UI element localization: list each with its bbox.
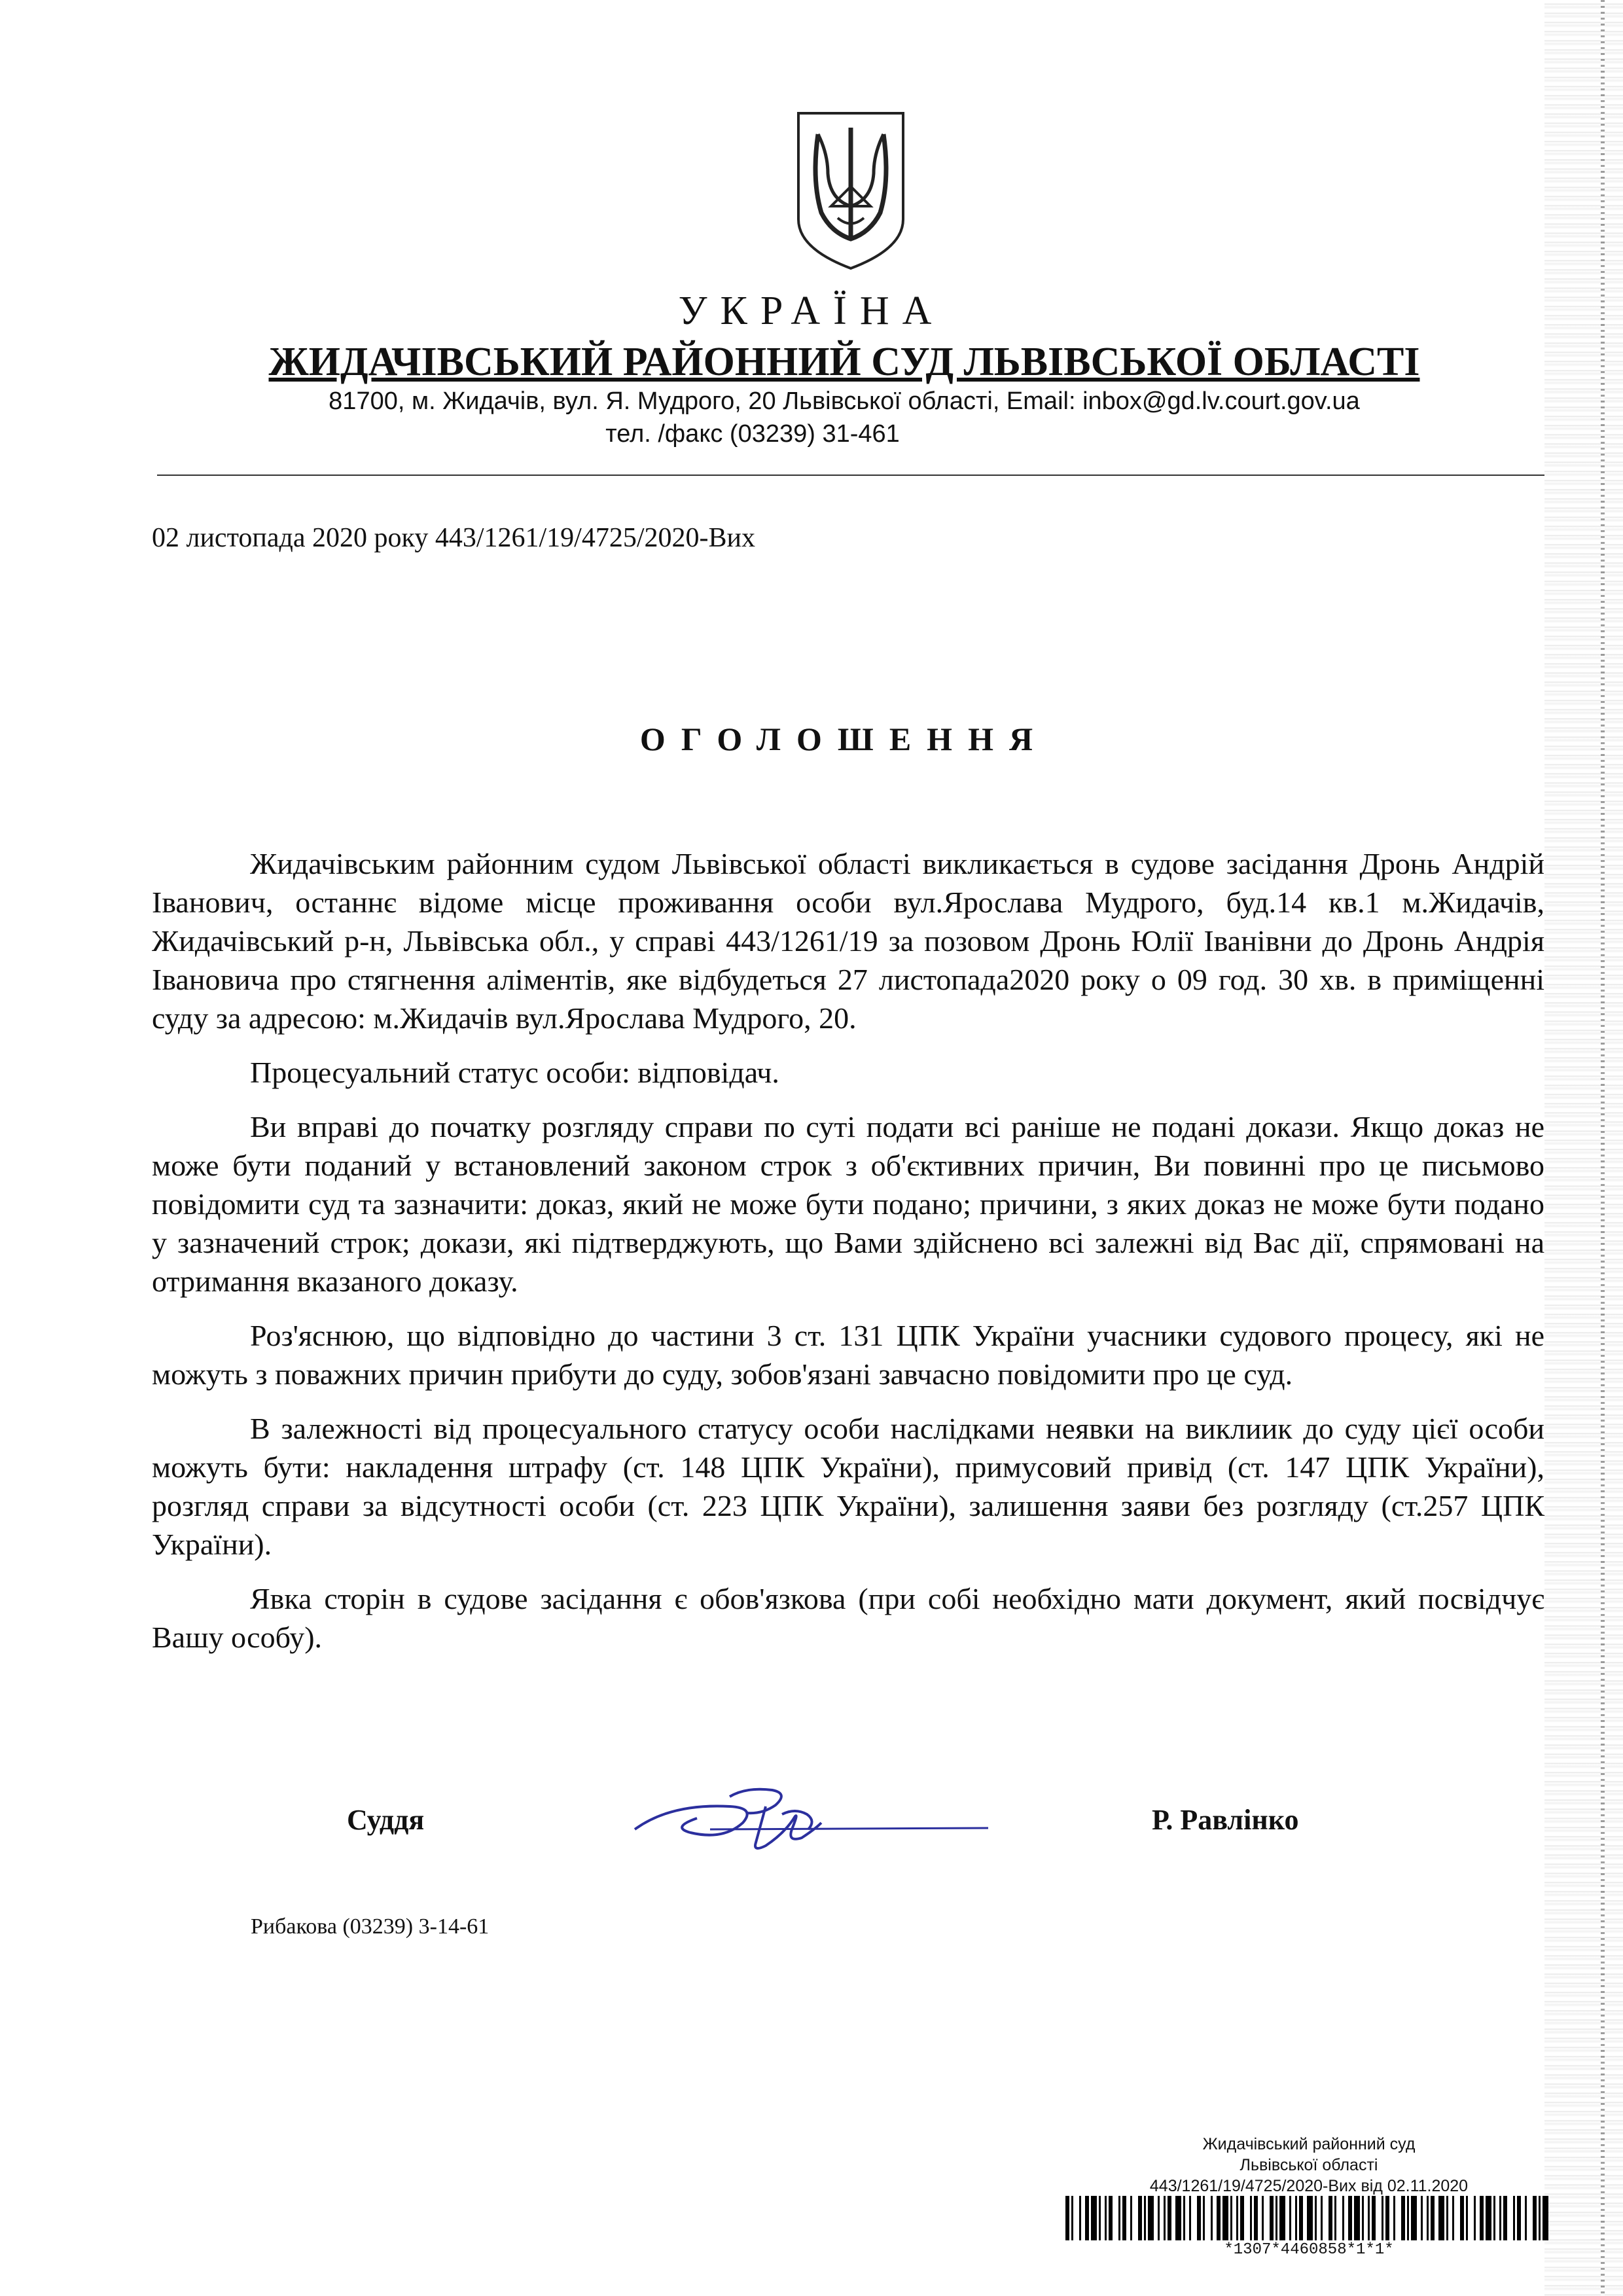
paragraph-attendance: Явка сторін в судове засідання є обов'язкова (при собі необхідно мати документ, який посвідчує Вашу особу). [152, 1582, 1544, 1654]
paragraph-clarification: Роз'яснюю, що відповідно до частини 3 ст. 131 ЦПК України учасники судового процесу, які не можуть з поважних причин прибути до суду, зобов'язані завчасно повідомити про це суд. [152, 1319, 1544, 1391]
paragraph-summons: Жидачівським районним судом Львівської області викликається в судове засідання Дронь Андрій Іванович, останнє відоме місце проживання особи вул.Ярослава Мудрого, буд.14 кв.1 м.Жидачів, Жидачівський р-н, Львівська обл., у справі 443/1261/19 за позовом Дронь Юлії Іванівни до Дронь Андрія Івановича про стягнення аліментів, яке відбудеться 27 листопада2020 року о 09 год. 30 хв. в приміщенні суду за адресою: м.Жидачів вул.Ярослава Мудрого, 20. [152, 847, 1544, 1035]
stamp-reference: 443/1261/19/4725/2020-Вих від 02.11.2020 [1149, 2177, 1469, 2195]
trident-coat-of-arms-icon [792, 108, 910, 272]
court-address: 81700, м. Жидачів, вул. Я. Мудрого, 20 Львівської області, Email: inbox@gd.lv.court.gov.ua [329, 387, 1360, 415]
performer-contact: Рибакова (03239) 3-14-61 [251, 1914, 490, 1939]
outgoing-number: 02 листопада 2020 року 443/1261/19/4725/2020-Вих [152, 523, 755, 553]
country-heading: УКРАЇНА [678, 289, 945, 333]
registration-barcode [1065, 2196, 1552, 2240]
document-title: ОГОЛОШЕННЯ [639, 721, 1049, 757]
announcement-body [152, 844, 1544, 1672]
handwritten-signature [632, 1767, 998, 1859]
judge-name: Р. Равлінко [1152, 1804, 1299, 1836]
paragraph-evidence: Ви вправі до початку розгляду справи по суті подати всі раніше не подані докази. Якщо доказ не може бути поданий у встановлений законом строк з об'єктивних причин, Ви повинні про це письмово повідомити суд та зазначити: доказ, який не може бути подано; причини, з яких доказ не може бути подано у зазначений строк; докази, які підтверджують, що Вами здійснено всі залежні від Вас дії, спрямовані на отримання вказаного доказу. [152, 1110, 1544, 1298]
paragraph-status: Процесуальний статус особи: відповідач. [250, 1056, 779, 1089]
court-name-heading: ЖИДАЧІВСЬКИЙ РАЙОННИЙ СУД ЛЬВІВСЬКОЇ ОБЛАСТІ [268, 340, 1420, 384]
stamp-region: Львівської області [1240, 2156, 1378, 2174]
court-phone: тел. /факс (03239) 31-461 [605, 420, 900, 448]
judge-role: Суддя [347, 1804, 425, 1836]
paragraph-consequences: В залежності від процесуального статусу особи наслідками неявки на виклиик до суду цієї особи можуть бути: накладення штрафу (ст. 148 ЦПК України), примусовий привід (ст. 147 ЦПК України), розгляд справи за відсутності особи (ст. 223 ЦПК України), залишення заяви без розгляду (ст.257 ЦПК України). [152, 1412, 1544, 1561]
barcode-number: *1307*4460858*1*1* [1224, 2241, 1394, 2259]
stamp-court-name: Жидачівський районний суд [1202, 2135, 1416, 2153]
registration-stamp [1047, 2134, 1571, 2197]
header-divider [157, 475, 1544, 476]
